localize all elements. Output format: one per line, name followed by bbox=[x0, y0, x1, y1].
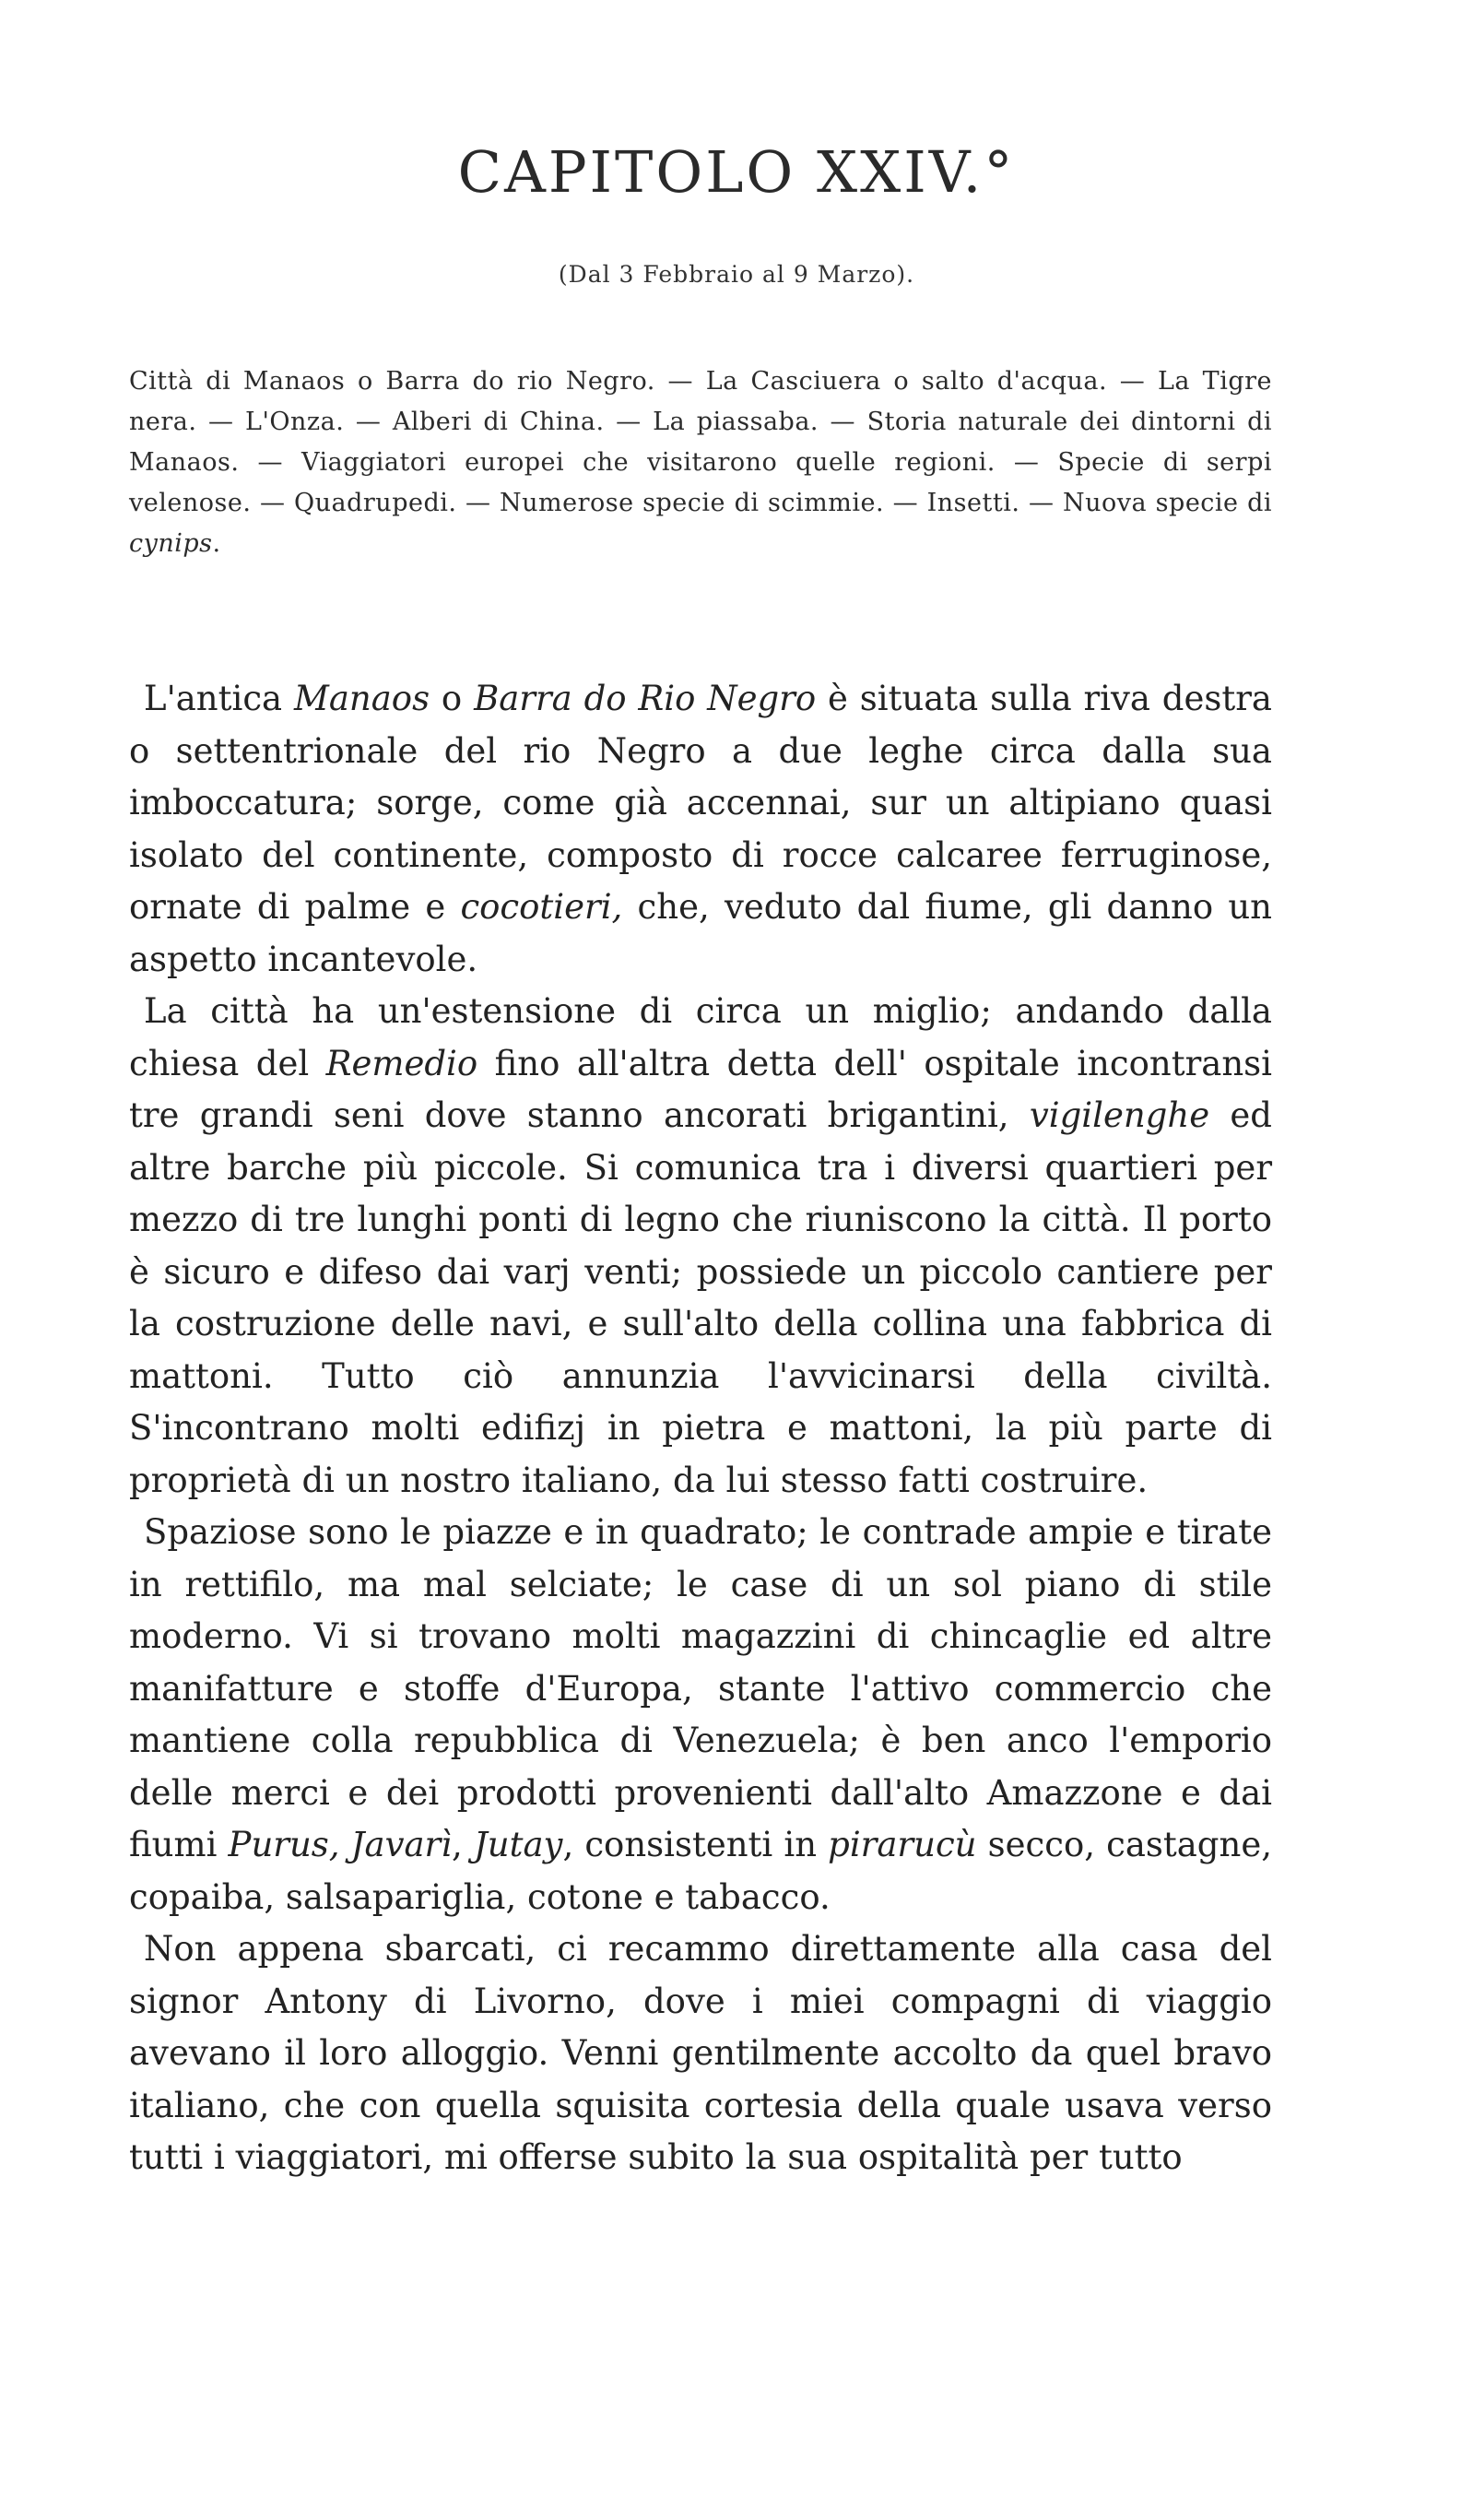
p3-italic-javari: Javarì bbox=[350, 1825, 453, 1864]
p3-text: secco, castagne, copaiba, salsapariglia, cotone e tabacco. bbox=[129, 1825, 1272, 1917]
p1-text: che, veduto dal fiume, gli danno un aspetto incantevole. bbox=[129, 887, 1272, 979]
p2-italic-vigilenghe: vigilenghe bbox=[1029, 1095, 1210, 1135]
p3-text: Spaziose sono le piazze e in quadrato; le contrade ampie e tirate in rettifilo, ma mal selciate; le case di un sol piano di stile moderno. Vi si trovano molti magazzini di chincaglie ed altre manifatture e stoffe d'Europa, stante l'attivo commercio che mantiene colla repubblica di Venezuela; è ben anco l'emporio delle merci e dei prodotti provenienti dall'alto Amazzone e dai fiumi bbox=[129, 1512, 1272, 1864]
p3-text: , consistenti in bbox=[562, 1825, 829, 1864]
summary-text: Città di Manaos o Barra do rio Negro. — La Casciuera o salto d'acqua. — La Tigre nera. — L'Onza. — Alberi di China. — La piassaba. — Storia naturale dei dintorni di Manaos. — Viaggiatori europei che visitarono quelle regioni. — Specie di serpi velenose. — Quadrupedi. — Numerose specie di scimmie. — Insetti. — Nuova specie di bbox=[129, 367, 1272, 517]
chapter-summary bbox=[129, 361, 1272, 564]
p2-text: ed altre barche più piccole. Si comunica tra i diversi quartieri per mezzo di tre lunghi ponti di legno che riuniscono la città. Il porto è sicuro e difeso dai varj venti; possiede un piccolo cantiere per la costruzione delle navi, e sull'alto della collina una fabbrica di mattoni. Tutto ciò annunzia l'avvicinarsi della civiltà. S'incontrano molti edifizj in pietra e mattoni, la più parte di proprietà di un nostro italiano, da lui stesso fatti costruire. bbox=[129, 1095, 1272, 1500]
p1-italic-barra: Barra do Rio Negro bbox=[474, 679, 817, 718]
chapter-body bbox=[129, 673, 1272, 2184]
p2-text: La città ha un'estensione di circa un miglio; andando dalla chiesa del bbox=[129, 991, 1272, 1083]
summary-end: . bbox=[212, 529, 221, 558]
paragraph-2 bbox=[129, 986, 1272, 1507]
p3-italic-pirarucu: piraruсù bbox=[828, 1825, 977, 1864]
p3-italic-purus: Purus, bbox=[228, 1825, 340, 1864]
p1-text: L'antica bbox=[144, 679, 294, 718]
p1-italic-cocotieri: cocotieri, bbox=[460, 887, 623, 927]
chapter-dates: (Dal 3 Febbraio al 9 Marzo). bbox=[558, 261, 915, 288]
p1-text: o bbox=[430, 679, 475, 718]
paragraph-4 bbox=[129, 1923, 1272, 2184]
p3-text bbox=[340, 1825, 351, 1864]
p3-text: , bbox=[452, 1825, 474, 1864]
paragraph-1 bbox=[129, 673, 1272, 986]
p4-text: Non appena sbarcati, ci recammo direttamente alla casa del signor Antony di Livorno, dove i miei compagni di viaggio avevano il loro alloggio. Venni gentilmente accolto da quel bravo italiano, che con quella squisita cortesia della quale usava verso tutti i viaggiatori, mi offerse subito la sua ospitalità per tutto bbox=[129, 1929, 1272, 2177]
p2-text: fino all'altra detta dell' ospitale incontransi tre grandi seni dove stanno ancorati brigantini, bbox=[129, 1043, 1272, 1135]
paragraph-3 bbox=[129, 1507, 1272, 1923]
p1-italic-manaos: Manaos bbox=[293, 679, 430, 718]
chapter-title: CAPITOLO XXIV.° bbox=[457, 138, 1016, 206]
p3-italic-jutay: Jutay bbox=[473, 1825, 563, 1864]
summary-italic-term: cynips bbox=[129, 529, 213, 558]
p2-italic-remedio: Remedio bbox=[325, 1043, 478, 1083]
p1-text: è situata sulla riva destra o settentrionale del rio Negro a due leghe circa dalla sua imboccatura; sorge, come già accennai, sur un altipiano quasi isolato del continente, composto di rocce calcaree ferruginose, ornate di palme e bbox=[129, 679, 1272, 927]
